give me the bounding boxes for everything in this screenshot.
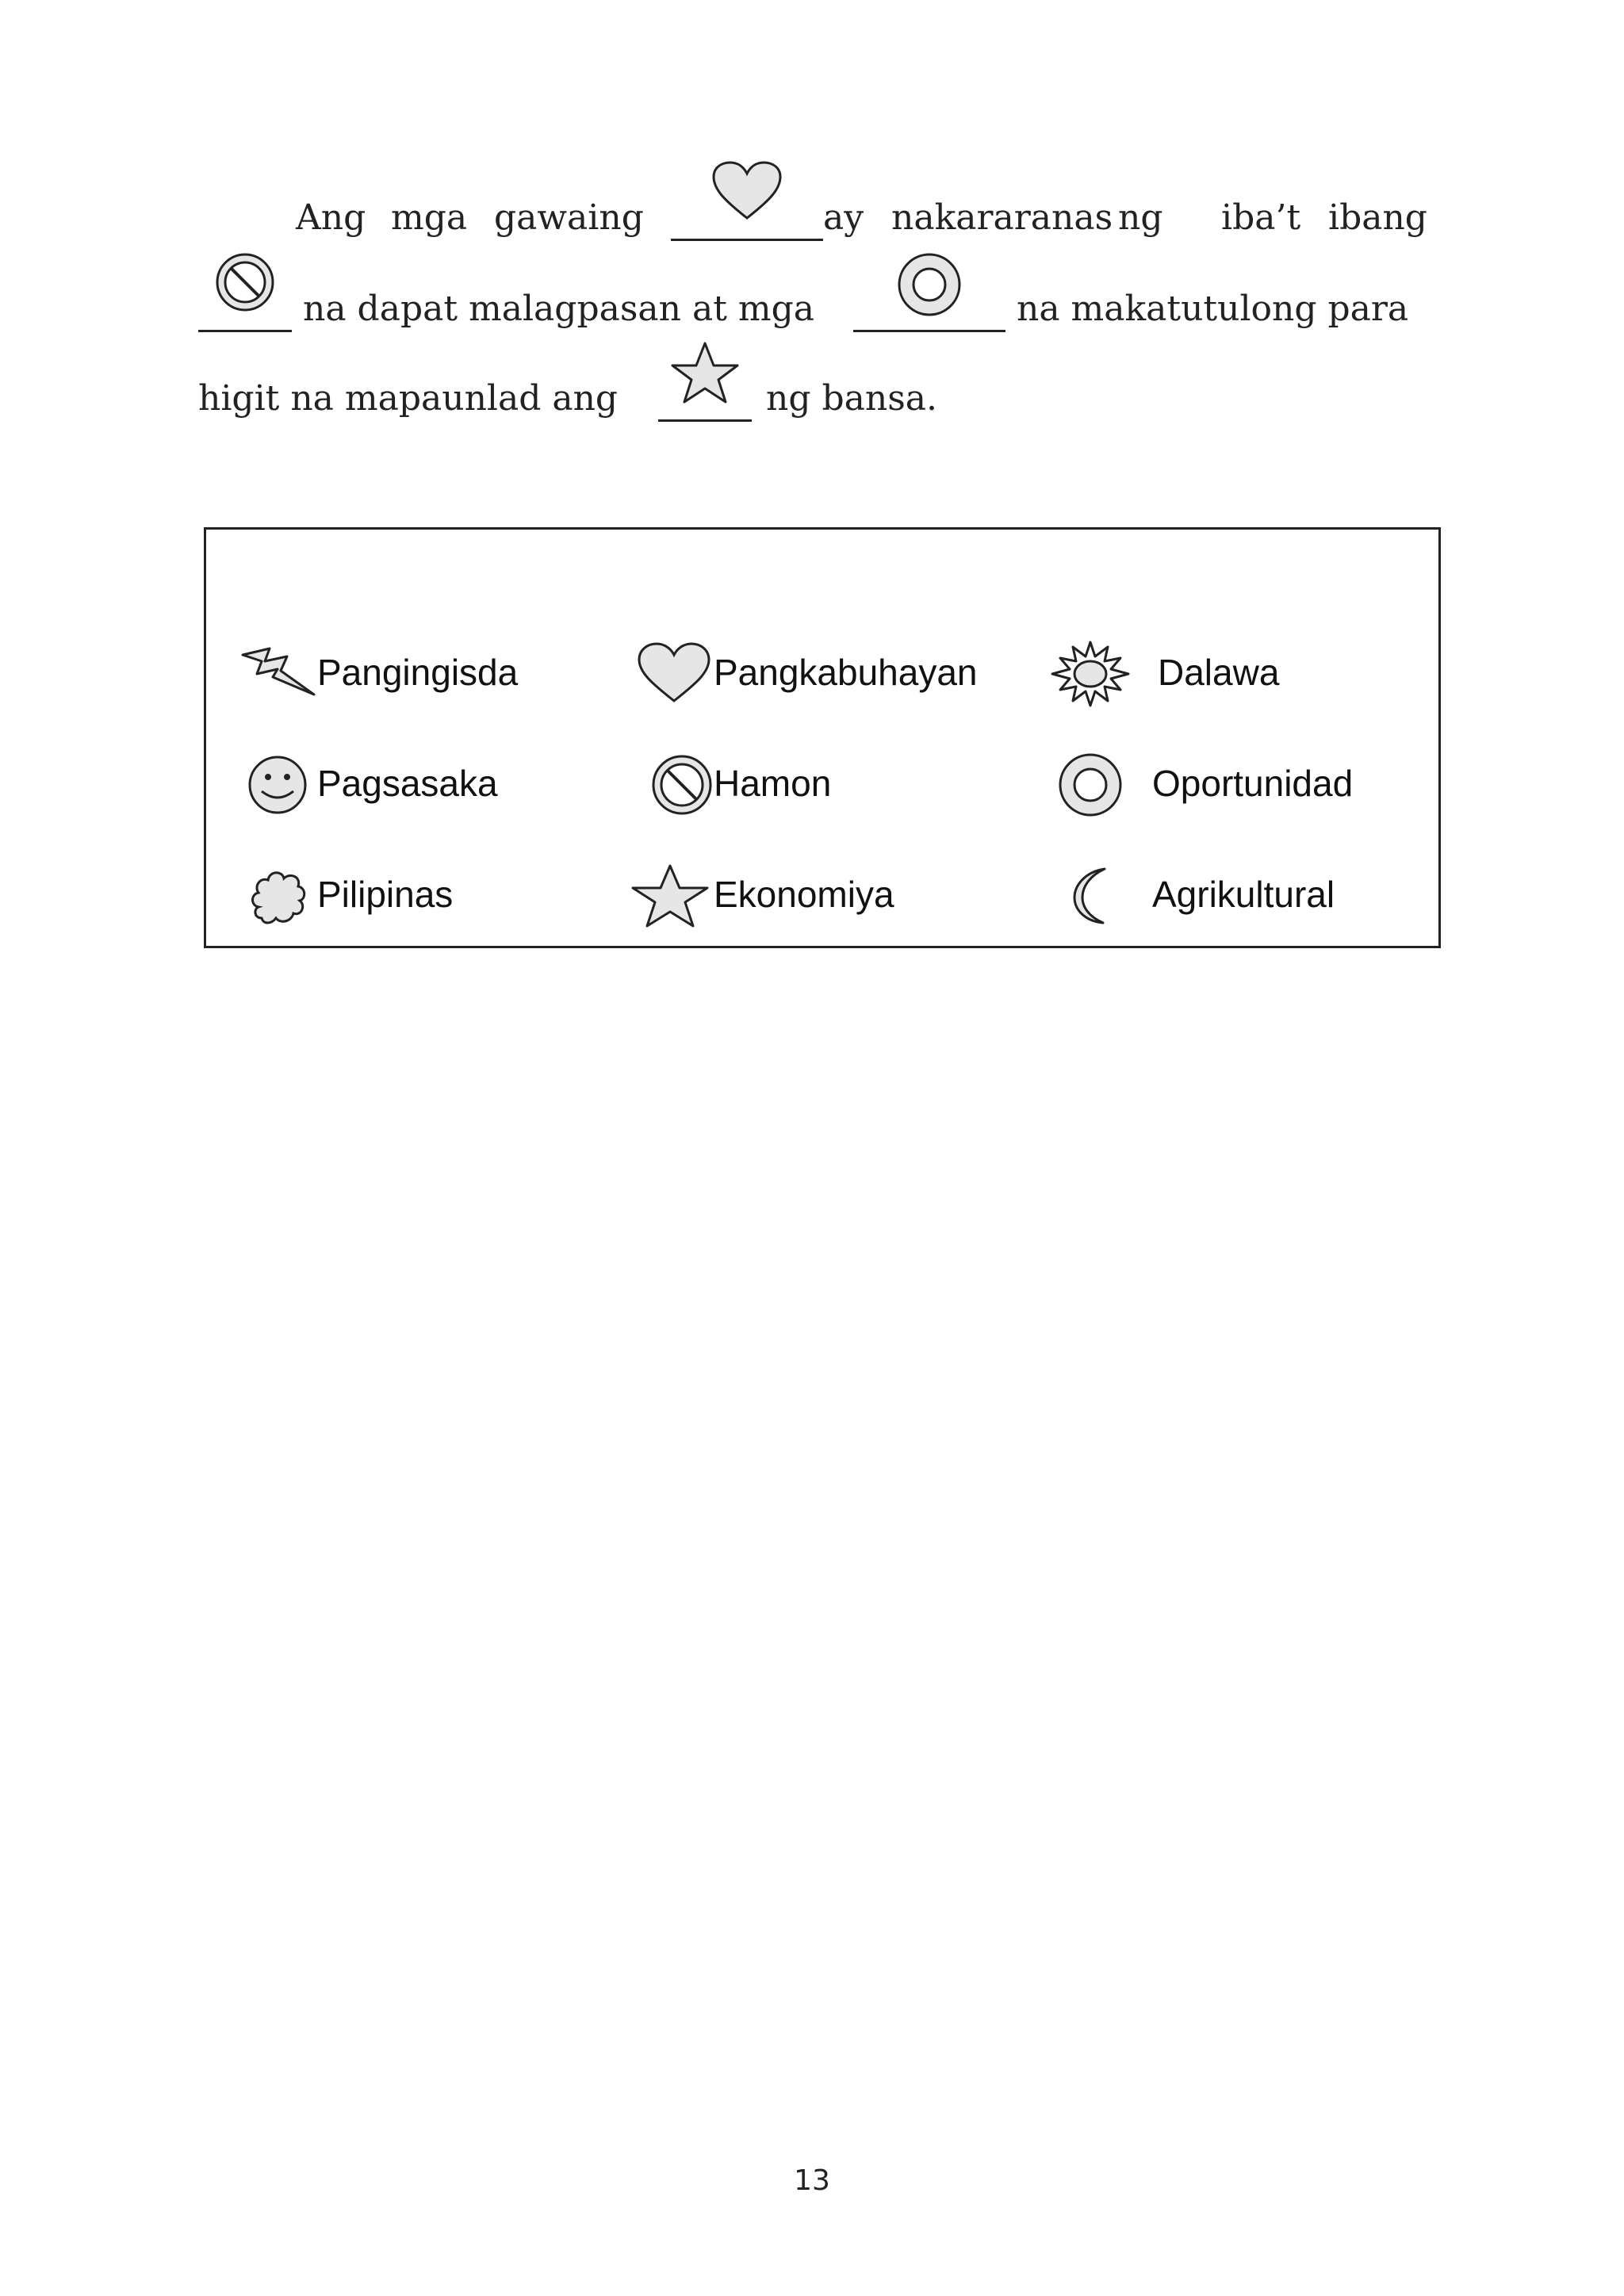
- star-icon: [669, 340, 741, 405]
- legend-label: Dalawa: [1158, 652, 1280, 693]
- legend-label: Hamon: [714, 763, 832, 804]
- line-text: na makatutulong para: [1017, 289, 1409, 329]
- moon-icon: [1051, 863, 1130, 929]
- legend-label: Pangingisda: [317, 652, 519, 693]
- word: Ang: [296, 197, 366, 238]
- legend-label: Ekonomiya: [714, 874, 894, 915]
- answer-blank-1[interactable]: [671, 194, 823, 241]
- legend-label: Agrikultural: [1152, 874, 1335, 915]
- page-number: 13: [794, 2164, 830, 2197]
- no-sign-icon: [634, 752, 714, 815]
- paragraph-line-2: [198, 285, 1435, 349]
- cloud-icon: [238, 863, 317, 929]
- answer-blank-4[interactable]: [658, 375, 752, 422]
- line-text: higit na mapaunlad ang: [198, 378, 619, 419]
- smiley-icon: [238, 752, 317, 815]
- no-sign-icon: [213, 251, 277, 314]
- ring-icon: [1051, 752, 1130, 818]
- ring-icon: [895, 251, 963, 319]
- paragraph-line-3: [198, 375, 1435, 438]
- word-bank-legend: [204, 527, 1441, 948]
- line-text: na dapat malagpasan at mga: [303, 289, 815, 329]
- word: ibang: [1328, 197, 1427, 238]
- word: gawaing: [494, 197, 644, 238]
- star-icon: [626, 863, 714, 929]
- paragraph-line-1: [198, 194, 1435, 258]
- word: mga: [391, 197, 468, 238]
- legend-label: Pagsasaka: [317, 763, 498, 804]
- word: iba’t: [1221, 197, 1301, 238]
- answer-blank-2[interactable]: [198, 285, 292, 332]
- lightning-icon: [238, 641, 317, 704]
- heart-icon: [634, 641, 714, 704]
- word: ng: [1118, 197, 1163, 238]
- sun-icon: [1051, 641, 1130, 707]
- word: ay: [823, 197, 864, 238]
- answer-blank-3[interactable]: [853, 285, 1005, 332]
- heart-icon: [709, 159, 785, 223]
- legend-label: Oportunidad: [1152, 763, 1354, 804]
- word: nakararanas: [891, 197, 1113, 238]
- legend-label: Pilipinas: [317, 874, 454, 915]
- legend-label: Pangkabuhayan: [714, 652, 978, 693]
- line-text: ng bansa.: [766, 378, 938, 419]
